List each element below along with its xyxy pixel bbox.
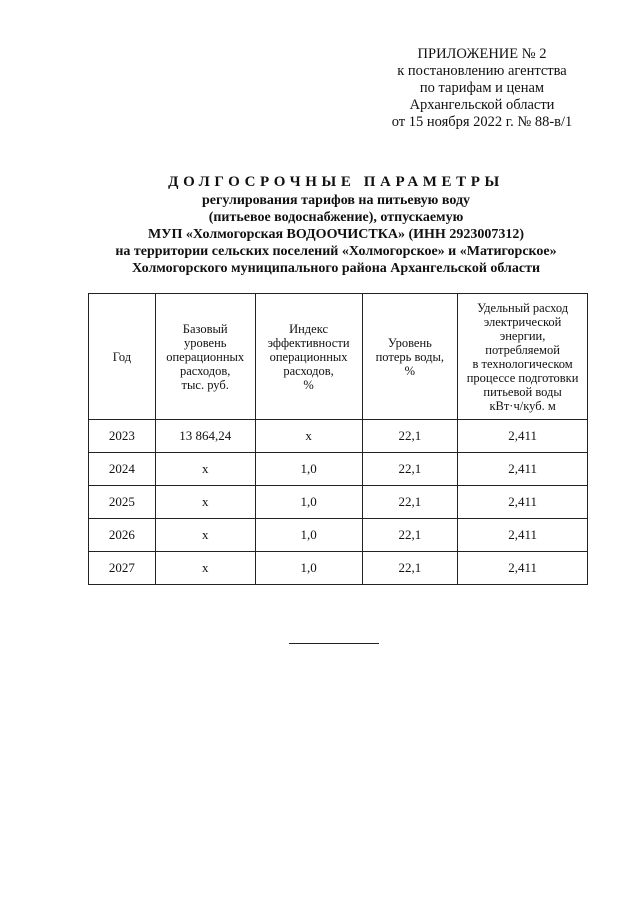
cell-efficiency-index: 1,0 (255, 519, 362, 552)
header-line: электрической (483, 314, 562, 329)
header-line: тыс. руб. (181, 377, 229, 392)
cell-water-loss: 22,1 (362, 519, 458, 552)
header-line: уровень (183, 335, 227, 350)
header-line: Индекс (289, 321, 329, 336)
cell-year: 2023 (89, 420, 156, 453)
header-line: Удельный расход (477, 300, 569, 315)
cell-base-opex: 13 864,24 (155, 420, 255, 453)
header-line: операционных (166, 349, 245, 364)
cell-water-loss: 22,1 (362, 453, 458, 486)
heading-line: регулирования тарифов на питьевую воду (201, 193, 471, 208)
header-line: потерь воды, (375, 349, 445, 364)
table-row (89, 453, 588, 486)
header-line: Базовый (182, 321, 228, 336)
table-row (89, 420, 588, 453)
cell-energy-consumption: 2,411 (458, 552, 588, 585)
header-line: питьевой воды (483, 384, 562, 399)
col-header-efficiency-index (255, 294, 362, 420)
closing-divider (289, 643, 379, 644)
table-row (89, 519, 588, 552)
col-header-base-opex (155, 294, 255, 420)
cell-year: 2026 (89, 519, 156, 552)
header-line: в технологическом (472, 356, 573, 371)
cell-water-loss: 22,1 (362, 486, 458, 519)
cell-year: 2025 (89, 486, 156, 519)
header-line: расходов, (283, 363, 334, 378)
appendix-date: от 15 ноября 2022 г. № 88-в/1 (391, 114, 573, 130)
document-heading (0, 172, 640, 277)
header-line: операционных (269, 349, 348, 364)
cell-base-opex: х (155, 552, 255, 585)
appendix-block (382, 46, 582, 131)
header-line: Уровень (387, 335, 432, 350)
header-line: расходов, (179, 363, 231, 378)
appendix-line: по тарифам и ценам (419, 80, 545, 96)
header-line: эффективности (267, 335, 350, 350)
header-line: кВт·ч/куб. м (489, 398, 556, 413)
cell-efficiency-index: 1,0 (255, 453, 362, 486)
cell-water-loss: 22,1 (362, 552, 458, 585)
cell-year: 2027 (89, 552, 156, 585)
cell-year: 2024 (89, 453, 156, 486)
cell-energy-consumption: 2,411 (458, 453, 588, 486)
cell-efficiency-index: 1,0 (255, 552, 362, 585)
table-row (89, 552, 588, 585)
header-line: энергии, (499, 328, 546, 343)
heading-line: на территории сельских поселений «Холмогорское» и «Матигорское» (115, 244, 557, 259)
header-line: Год (112, 349, 132, 364)
heading-line: (питьевое водоснабжение), отпускаемую (208, 210, 464, 225)
col-header-year (89, 294, 156, 420)
document-title: ДОЛГОСРОЧНЫЕ ПАРАМЕТРЫ (168, 174, 504, 190)
header-line: потребляемой (485, 342, 560, 357)
table-header-row (89, 294, 588, 420)
cell-base-opex: х (155, 486, 255, 519)
cell-base-opex: х (155, 519, 255, 552)
parameters-table (88, 293, 588, 585)
header-line: % (303, 377, 314, 392)
cell-energy-consumption: 2,411 (458, 486, 588, 519)
cell-base-opex: х (155, 453, 255, 486)
appendix-line: Архангельской области (409, 97, 555, 113)
heading-line: Холмогорского муниципального района Архангельской области (131, 261, 541, 276)
table-row (89, 486, 588, 519)
cell-water-loss: 22,1 (362, 420, 458, 453)
header-line: процессе подготовки (466, 370, 579, 385)
heading-line: МУП «Холмогорская ВОДООЧИСТКА» (ИНН 2923007312) (148, 227, 524, 242)
col-header-energy-consumption (458, 294, 588, 420)
appendix-line: к постановлению агентства (397, 63, 567, 79)
cell-efficiency-index: 1,0 (255, 486, 362, 519)
header-line: % (404, 363, 416, 378)
cell-energy-consumption: 2,411 (458, 519, 588, 552)
col-header-water-loss (362, 294, 458, 420)
cell-energy-consumption: 2,411 (458, 420, 588, 453)
appendix-title: ПРИЛОЖЕНИЕ № 2 (417, 46, 547, 62)
cell-efficiency-index: х (255, 420, 362, 453)
